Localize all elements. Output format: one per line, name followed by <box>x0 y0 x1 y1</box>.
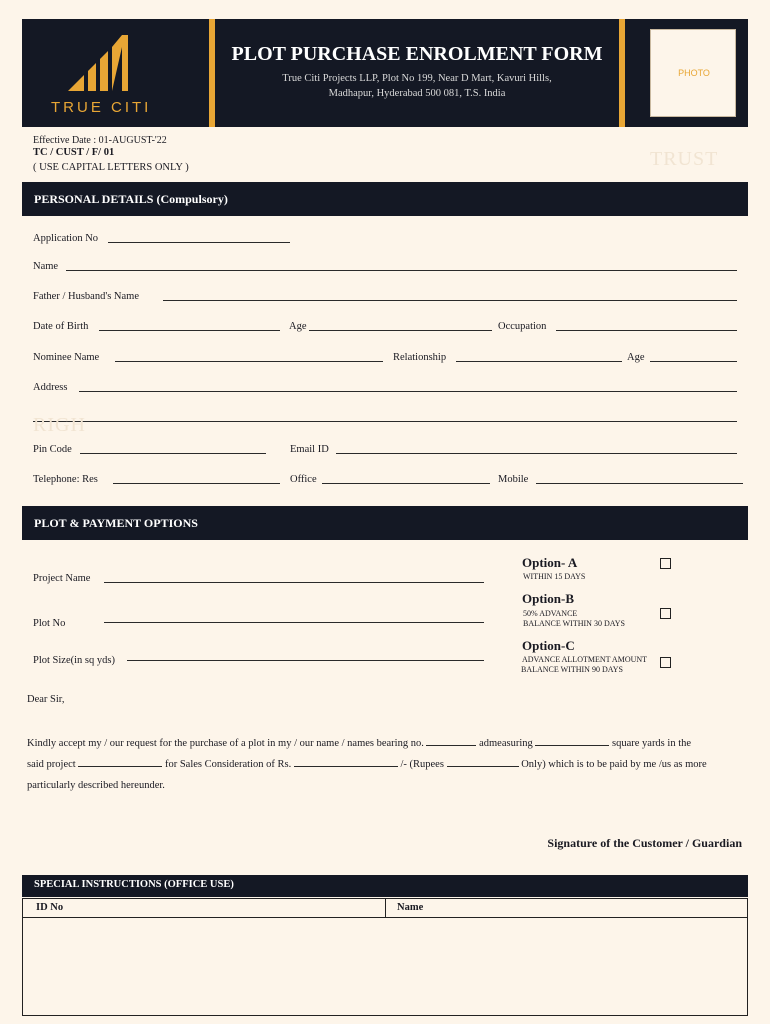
name-label: Name <box>33 261 59 272</box>
address-line-1: True Citi Projects LLP, Plot No 199, Near D Mart, Kavuri Hills, <box>282 73 552 84</box>
office-phone-field[interactable] <box>322 483 490 484</box>
option-a-checkbox[interactable] <box>660 558 671 569</box>
letter-line-2 <box>27 759 747 770</box>
letter-line-2-text-d: Only) which is to be paid by me /us as more <box>521 759 707 770</box>
amount-in-words-field[interactable] <box>447 766 519 767</box>
letter-line-1-text-b: admeasuring <box>479 738 533 749</box>
letter-line-1 <box>27 738 747 749</box>
form-header <box>22 19 748 127</box>
office-use-header-row <box>23 899 747 918</box>
age-label: Age <box>289 321 307 332</box>
relationship-label: Relationship <box>393 352 447 363</box>
mobile-label: Mobile <box>498 474 529 485</box>
logo-wordmark: TRUE CITI <box>51 99 152 116</box>
age-field[interactable] <box>309 330 492 331</box>
nominee-age-field[interactable] <box>650 361 737 362</box>
letter-line-2-text-c: /- (Rupees <box>400 759 444 770</box>
plot-size-field[interactable] <box>127 660 484 661</box>
occupation-field[interactable] <box>556 330 737 331</box>
logo-bars-icon <box>66 31 136 93</box>
gold-divider <box>209 19 215 127</box>
option-c-desc-1: ADVANCE ALLOTMENT AMOUNT <box>522 655 648 664</box>
project-name-field[interactable] <box>104 582 484 583</box>
capital-letters-note: ( USE CAPITAL LETTERS ONLY ) <box>33 162 189 173</box>
option-b-desc-2: BALANCE WITHIN 30 DAYS <box>523 619 625 628</box>
name-header: Name <box>397 902 424 913</box>
option-a-desc: WITHIN 15 DAYS <box>523 572 586 581</box>
option-c-checkbox[interactable] <box>660 657 671 668</box>
plot-no-field[interactable] <box>104 622 484 623</box>
photo-box[interactable] <box>650 29 736 117</box>
option-b-checkbox[interactable] <box>660 608 671 619</box>
address-field-line-2[interactable] <box>33 421 737 422</box>
dob-label: Date of Birth <box>33 321 89 332</box>
office-use-notes-area[interactable] <box>23 918 747 1015</box>
telephone-res-field[interactable] <box>113 483 280 484</box>
gold-divider <box>619 19 625 127</box>
email-id-label: Email ID <box>290 444 329 455</box>
letter-line-2-text-a: said project <box>27 759 76 770</box>
photo-label: PHOTO <box>678 68 710 78</box>
address-field-line-1[interactable] <box>79 391 737 392</box>
section-personal-details: PERSONAL DETAILS (Compulsory) <box>22 182 748 216</box>
pin-code-label: Pin Code <box>33 444 72 455</box>
option-b-title: Option-B <box>522 591 575 606</box>
application-no-field[interactable] <box>108 242 290 243</box>
plot-size-label: Plot Size(in sq yds) <box>33 655 115 666</box>
company-logo <box>22 19 208 127</box>
watermark: TRUST <box>650 148 719 170</box>
letter-line-1-text-a: Kindly accept my / our request for the purchase of a plot in my / our name / names bearing no. <box>27 738 424 749</box>
email-id-field[interactable] <box>336 453 737 454</box>
sale-amount-field[interactable] <box>294 766 398 767</box>
occupation-label: Occupation <box>498 321 547 332</box>
option-c-title: Option-C <box>522 638 575 653</box>
project-field[interactable] <box>78 766 162 767</box>
relationship-field[interactable] <box>456 361 622 362</box>
customer-signature-label: Signature of the Customer / Guardian <box>547 836 742 850</box>
address-label: Address <box>33 382 68 393</box>
address-line-2: Madhapur, Hyderabad 500 081, T.S. India <box>328 88 506 99</box>
id-no-header: ID No <box>36 902 64 913</box>
mobile-field[interactable] <box>536 483 743 484</box>
section-office-use: SPECIAL INSTRUCTIONS (OFFICE USE) <box>22 875 748 897</box>
form-code: TC / CUST / F/ 01 <box>33 147 115 158</box>
option-b-desc-1: 50% ADVANCE <box>523 609 578 618</box>
nominee-name-label: Nominee Name <box>33 352 100 363</box>
father-husband-field[interactable] <box>163 300 737 301</box>
nominee-name-field[interactable] <box>115 361 383 362</box>
company-address <box>235 71 599 101</box>
plot-bearing-no-field[interactable] <box>426 745 476 746</box>
form-title: PLOT PURCHASE ENROLMENT FORM <box>231 43 603 65</box>
nominee-age-label: Age <box>627 352 645 363</box>
admeasuring-field[interactable] <box>535 745 609 746</box>
pin-code-field[interactable] <box>80 453 266 454</box>
plot-no-label: Plot No <box>33 618 66 629</box>
option-a-title: Option- A <box>522 555 578 570</box>
letter-line-2-text-b: for Sales Consideration of Rs. <box>164 759 292 770</box>
letter-line-1-text-c: square yards in the <box>612 738 692 749</box>
salutation: Dear Sir, <box>27 694 65 705</box>
effective-date: Effective Date : 01-AUGUST-'22 <box>33 135 167 146</box>
telephone-res-label: Telephone: Res <box>33 474 98 485</box>
father-husband-label: Father / Husband's Name <box>33 291 139 302</box>
dob-field[interactable] <box>99 330 280 331</box>
project-name-label: Project Name <box>33 573 91 584</box>
option-c-desc-2: BALANCE WITHIN 90 DAYS <box>521 665 623 674</box>
application-no-label: Application No <box>33 233 99 244</box>
column-divider <box>385 899 386 917</box>
name-field[interactable] <box>66 270 737 271</box>
letter-line-3: particularly described hereunder. <box>27 780 165 791</box>
section-plot-payment: PLOT & PAYMENT OPTIONS <box>22 506 748 540</box>
office-use-table <box>22 898 748 1016</box>
office-phone-label: Office <box>290 474 317 485</box>
watermark: RIGH <box>33 414 86 436</box>
